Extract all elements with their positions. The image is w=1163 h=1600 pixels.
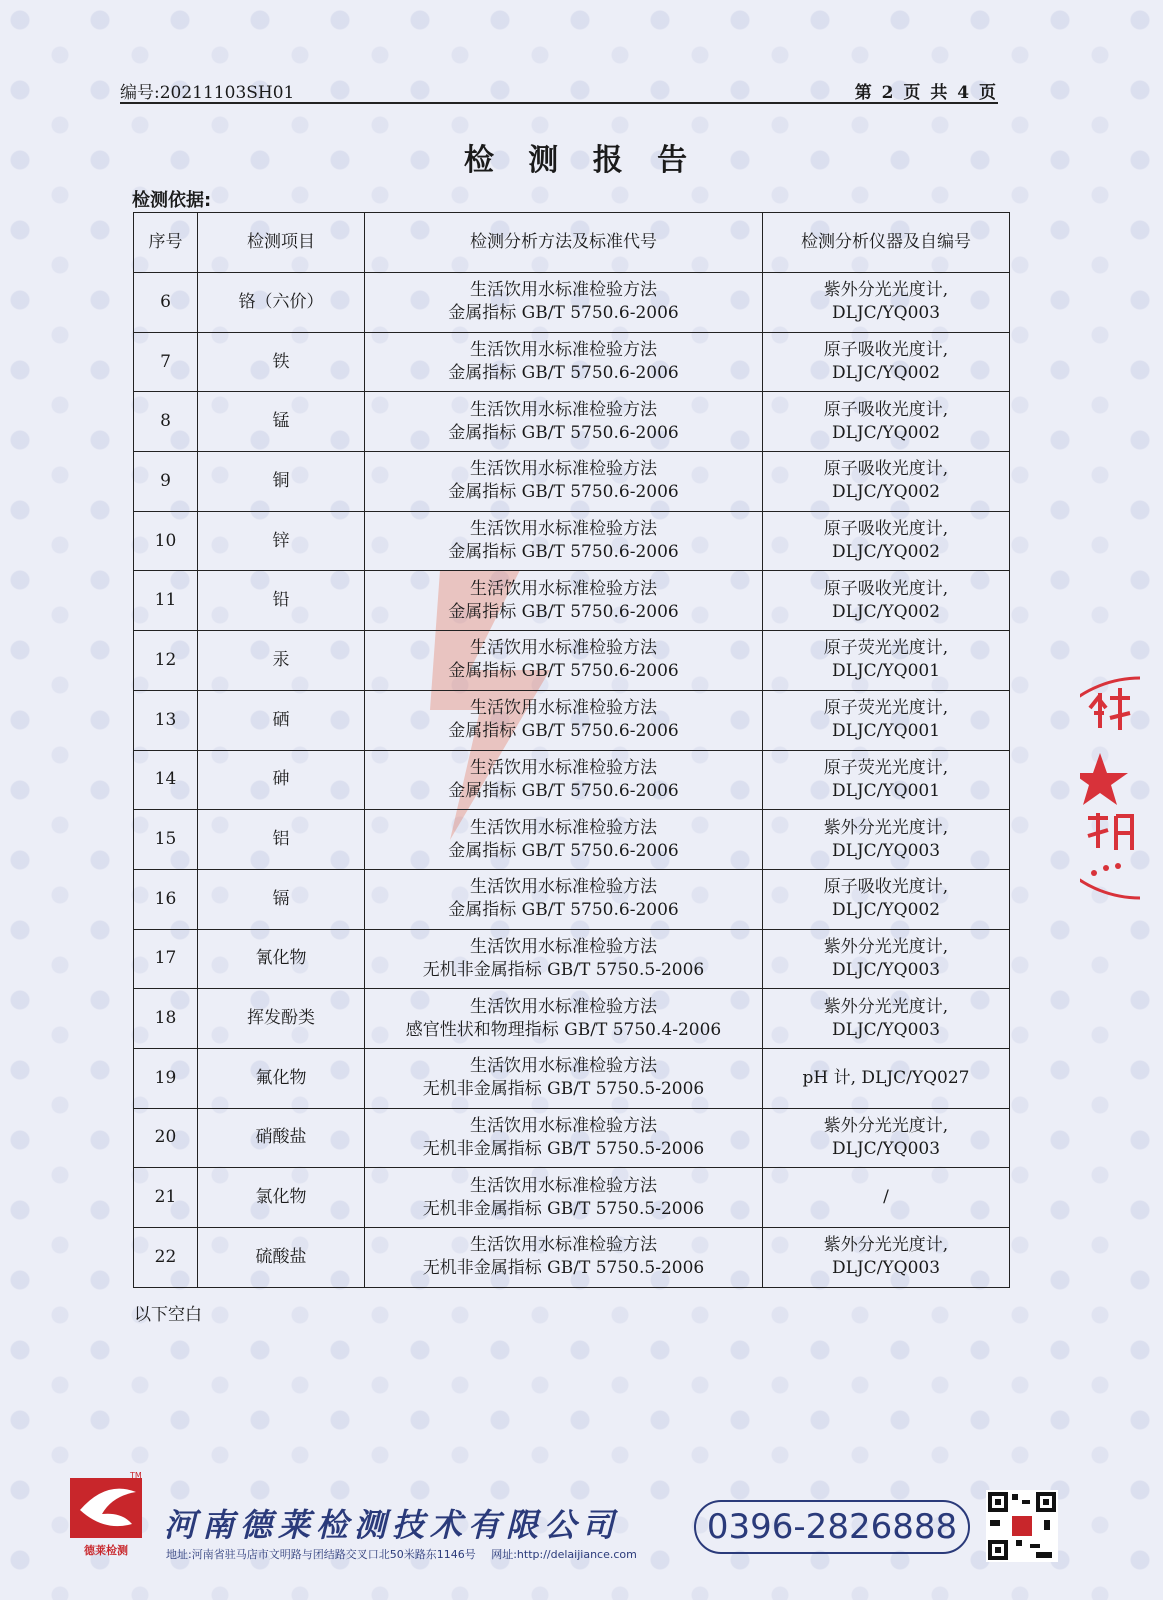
- cell-text: 镉: [272, 888, 290, 909]
- phone-number: 0396-2826888: [694, 1500, 970, 1554]
- cell-method: [365, 511, 763, 571]
- cell-text: 原子吸收光度计,: [823, 877, 949, 898]
- cell-text: 11: [154, 590, 177, 611]
- cell-text: 生活饮用水标准检验方法: [470, 638, 657, 659]
- cell-no: [134, 810, 198, 870]
- cell-text: DLJC/YQ003: [831, 1019, 941, 1040]
- table-row: [134, 452, 1010, 512]
- cell-text: 氯化物: [255, 1187, 307, 1208]
- cell-no: [134, 511, 198, 571]
- cell-text: DLJC/YQ001: [831, 780, 941, 801]
- cell-text: 生活饮用水标准检验方法: [470, 1235, 657, 1256]
- cell-text: 无机非金属指标 GB/T 5750.5-2006: [422, 1079, 705, 1100]
- cell-text: 15: [154, 829, 177, 850]
- cell-text: 金属指标 GB/T 5750.6-2006: [448, 840, 679, 861]
- cell-text: DLJC/YQ003: [831, 840, 941, 861]
- table-row: [134, 631, 1010, 691]
- cell-text: 生活饮用水标准检验方法: [470, 399, 657, 420]
- cell-text: 16: [154, 888, 177, 909]
- cell-text: DLJC/YQ003: [831, 959, 941, 980]
- cell-text: 金属指标 GB/T 5750.6-2006: [448, 601, 679, 622]
- table-row: [134, 1168, 1010, 1228]
- company-name: 河南德莱检测技术有限公司: [164, 1506, 621, 1544]
- cell-text: DLJC/YQ002: [831, 601, 941, 622]
- table-row: [134, 929, 1010, 989]
- logo-text: 德莱检测: [84, 1544, 128, 1557]
- cell-text: 生活饮用水标准检验方法: [470, 936, 657, 957]
- cell-text: 21: [154, 1187, 177, 1208]
- cell-instrument: [763, 1168, 1010, 1228]
- cell-text: 原子吸收光度计,: [823, 519, 949, 540]
- table-row: [134, 571, 1010, 631]
- cell-no: [134, 989, 198, 1049]
- table-row: [134, 511, 1010, 571]
- cell-no: [134, 452, 198, 512]
- table-row: [134, 1048, 1010, 1108]
- cell-text: 无机非金属指标 GB/T 5750.5-2006: [422, 959, 705, 980]
- cell-text: DLJC/YQ001: [831, 661, 941, 682]
- cell-text: 汞: [272, 649, 290, 670]
- cell-text: 12: [154, 649, 177, 670]
- cell-method: [365, 929, 763, 989]
- cell-text: 紫外分光光度计,: [823, 280, 949, 301]
- cell-instrument: [763, 392, 1010, 452]
- cell-instrument: [763, 571, 1010, 631]
- cell-instrument: [763, 1108, 1010, 1168]
- cell-text: 锌: [272, 530, 290, 551]
- cell-text: 硝酸盐: [255, 1127, 307, 1148]
- cell-instrument: [763, 1048, 1010, 1108]
- cell-text: 17: [154, 948, 177, 969]
- cell-instrument: [763, 273, 1010, 333]
- cell-item: [198, 392, 365, 452]
- cell-text: 金属指标 GB/T 5750.6-2006: [448, 482, 679, 503]
- cell-text: 生活饮用水标准检验方法: [470, 459, 657, 480]
- cell-text: 10: [154, 530, 177, 551]
- table-header-row: [134, 213, 1010, 273]
- cell-method: [365, 1108, 763, 1168]
- cell-text: 感官性状和物理指标 GB/T 5750.4-2006: [405, 1019, 722, 1040]
- column-header-no: 序号: [134, 213, 198, 273]
- cell-text: 生活饮用水标准检验方法: [470, 757, 657, 778]
- cell-text: 铜: [272, 470, 290, 491]
- cell-instrument: [763, 511, 1010, 571]
- column-header-method: 检测分析方法及标准代号: [365, 213, 763, 273]
- cell-item: [198, 1168, 365, 1228]
- cell-instrument: [763, 452, 1010, 512]
- table-row: [134, 1228, 1010, 1288]
- table-row: [134, 989, 1010, 1049]
- cell-text: 原子荧光光度计,: [823, 757, 949, 778]
- test-basis-table: [133, 212, 1010, 1288]
- cell-no: [134, 1228, 198, 1288]
- cell-no: [134, 929, 198, 989]
- table-body: [134, 273, 1010, 1288]
- cell-text: 挥发酚类: [247, 1008, 315, 1029]
- cell-item: [198, 631, 365, 691]
- cell-method: [365, 810, 763, 870]
- cell-method: [365, 869, 763, 929]
- cell-method: [365, 452, 763, 512]
- cell-text: 生活饮用水标准检验方法: [470, 578, 657, 599]
- cell-text: 金属指标 GB/T 5750.6-2006: [448, 303, 679, 324]
- cell-text: 硫酸盐: [255, 1246, 307, 1267]
- cell-no: [134, 631, 198, 691]
- cell-item: [198, 511, 365, 571]
- cell-item: [198, 750, 365, 810]
- cell-no: [134, 1168, 198, 1228]
- cell-text: 生活饮用水标准检验方法: [470, 1115, 657, 1136]
- cell-method: [365, 631, 763, 691]
- cell-text: pH 计, DLJC/YQ027: [802, 1067, 970, 1088]
- cell-text: 生活饮用水标准检验方法: [470, 280, 657, 301]
- cell-method: [365, 1228, 763, 1288]
- cell-text: DLJC/YQ002: [831, 422, 941, 443]
- cell-instrument: [763, 1228, 1010, 1288]
- cell-no: [134, 1048, 198, 1108]
- cell-text: DLJC/YQ002: [831, 482, 941, 503]
- page-title: 检 测 报 告: [463, 143, 700, 178]
- cell-item: [198, 810, 365, 870]
- cell-item: [198, 452, 365, 512]
- cell-text: 生活饮用水标准检验方法: [470, 1056, 657, 1077]
- cell-method: [365, 1168, 763, 1228]
- cell-text: DLJC/YQ002: [831, 900, 941, 921]
- cell-item: [198, 332, 365, 392]
- cell-text: 原子吸收光度计,: [823, 578, 949, 599]
- cell-no: [134, 750, 198, 810]
- table-row: [134, 392, 1010, 452]
- table-row: [134, 332, 1010, 392]
- cell-text: 无机非金属指标 GB/T 5750.5-2006: [422, 1198, 705, 1219]
- qr-code-icon: [986, 1490, 1058, 1562]
- cell-no: [134, 392, 198, 452]
- cell-item: [198, 273, 365, 333]
- cell-no: [134, 690, 198, 750]
- cell-method: [365, 690, 763, 750]
- cell-text: 氟化物: [255, 1067, 307, 1088]
- cell-text: 金属指标 GB/T 5750.6-2006: [448, 900, 679, 921]
- table-row: [134, 869, 1010, 929]
- cell-instrument: [763, 631, 1010, 691]
- cell-text: DLJC/YQ003: [831, 303, 941, 324]
- cell-text: 生活饮用水标准检验方法: [470, 340, 657, 361]
- cell-no: [134, 1108, 198, 1168]
- cell-text: 生活饮用水标准检验方法: [470, 698, 657, 719]
- report-code: 编号:20211103SH01: [120, 83, 295, 103]
- cell-text: 20: [154, 1127, 177, 1148]
- cell-method: [365, 332, 763, 392]
- cell-text: 原子吸收光度计,: [823, 340, 949, 361]
- cell-text: 生活饮用水标准检验方法: [470, 1175, 657, 1196]
- cell-item: [198, 1108, 365, 1168]
- cell-text: 生活饮用水标准检验方法: [470, 519, 657, 540]
- cell-text: 铁: [272, 351, 290, 372]
- cell-text: 7: [160, 351, 171, 372]
- address-text: 地址:河南省驻马店市文明路与团结路交叉口北50米路东1146号: [166, 1548, 476, 1561]
- cell-text: 8: [160, 411, 171, 432]
- cell-text: 14: [154, 769, 177, 790]
- cell-instrument: [763, 989, 1010, 1049]
- cell-instrument: [763, 332, 1010, 392]
- cell-instrument: [763, 750, 1010, 810]
- cell-method: [365, 750, 763, 810]
- cell-text: DLJC/YQ001: [831, 721, 941, 742]
- cell-text: 原子荧光光度计,: [823, 698, 949, 719]
- cell-instrument: [763, 869, 1010, 929]
- cell-text: 紫外分光光度计,: [823, 817, 949, 838]
- cell-text: 原子荧光光度计,: [823, 638, 949, 659]
- cell-instrument: [763, 810, 1010, 870]
- cell-method: [365, 273, 763, 333]
- cell-text: DLJC/YQ002: [831, 542, 941, 563]
- cell-method: [365, 989, 763, 1049]
- cell-instrument: [763, 929, 1010, 989]
- cell-item: [198, 571, 365, 631]
- cell-text: 生活饮用水标准检验方法: [470, 817, 657, 838]
- cell-text: 金属指标 GB/T 5750.6-2006: [448, 542, 679, 563]
- cell-text: 6: [160, 291, 171, 312]
- table-row: [134, 690, 1010, 750]
- cell-text: 铅: [272, 590, 290, 611]
- table-row: [134, 810, 1010, 870]
- cell-text: 金属指标 GB/T 5750.6-2006: [448, 422, 679, 443]
- cell-item: [198, 1048, 365, 1108]
- cell-text: 铝: [272, 829, 290, 850]
- cell-method: [365, 392, 763, 452]
- cell-no: [134, 332, 198, 392]
- cell-text: 锰: [272, 411, 290, 432]
- cell-text: 铬（六价）: [238, 291, 324, 312]
- company-logo-icon: [66, 1470, 146, 1542]
- table-row: [134, 750, 1010, 810]
- cell-no: [134, 273, 198, 333]
- cell-text: 9: [160, 470, 171, 491]
- page-header: [120, 76, 998, 104]
- table-row: [134, 1108, 1010, 1168]
- cell-text: 19: [154, 1067, 177, 1088]
- cell-no: [134, 869, 198, 929]
- cell-text: DLJC/YQ003: [831, 1138, 941, 1159]
- red-seal-stamp-icon: [1080, 668, 1140, 908]
- cell-instrument: [763, 690, 1010, 750]
- cell-text: 18: [154, 1008, 177, 1029]
- cell-text: 金属指标 GB/T 5750.6-2006: [448, 363, 679, 384]
- basis-label: 检测依据:: [132, 190, 212, 211]
- cell-text: 紫外分光光度计,: [823, 1235, 949, 1256]
- cell-item: [198, 989, 365, 1049]
- website-text: 网址:http://delaijiance.com: [491, 1548, 637, 1561]
- cell-text: 砷: [272, 769, 290, 790]
- cell-text: 金属指标 GB/T 5750.6-2006: [448, 780, 679, 801]
- cell-text: 紫外分光光度计,: [823, 936, 949, 957]
- cell-text: 无机非金属指标 GB/T 5750.5-2006: [422, 1258, 705, 1279]
- blank-note: 以下空白: [134, 1305, 202, 1325]
- column-header-instrument: 检测分析仪器及自编号: [763, 213, 1010, 273]
- cell-text: 原子吸收光度计,: [823, 399, 949, 420]
- cell-text: 22: [154, 1246, 177, 1267]
- cell-text: 金属指标 GB/T 5750.6-2006: [448, 721, 679, 742]
- cell-text: 硒: [272, 709, 290, 730]
- column-header-item: 检测项目: [198, 213, 365, 273]
- cell-text: 生活饮用水标准检验方法: [470, 877, 657, 898]
- cell-text: 无机非金属指标 GB/T 5750.5-2006: [422, 1138, 705, 1159]
- page-number: 第 2 页 共 4 页: [854, 83, 998, 103]
- svg-text:TM: TM: [130, 1471, 142, 1480]
- cell-text: 原子吸收光度计,: [823, 459, 949, 480]
- cell-text: DLJC/YQ002: [831, 363, 941, 384]
- cell-text: 13: [154, 709, 177, 730]
- cell-text: 生活饮用水标准检验方法: [470, 996, 657, 1017]
- company-logo: [66, 1470, 146, 1560]
- cell-no: [134, 571, 198, 631]
- cell-text: 紫外分光光度计,: [823, 1115, 949, 1136]
- cell-text: DLJC/YQ003: [831, 1258, 941, 1279]
- cell-text: /: [883, 1187, 889, 1208]
- cell-text: 金属指标 GB/T 5750.6-2006: [448, 661, 679, 682]
- cell-item: [198, 690, 365, 750]
- cell-method: [365, 571, 763, 631]
- cell-item: [198, 929, 365, 989]
- table-row: [134, 273, 1010, 333]
- cell-text: 紫外分光光度计,: [823, 996, 949, 1017]
- cell-item: [198, 1228, 365, 1288]
- cell-item: [198, 869, 365, 929]
- company-address: [166, 1546, 649, 1562]
- cell-text: 氰化物: [255, 948, 307, 969]
- cell-method: [365, 1048, 763, 1108]
